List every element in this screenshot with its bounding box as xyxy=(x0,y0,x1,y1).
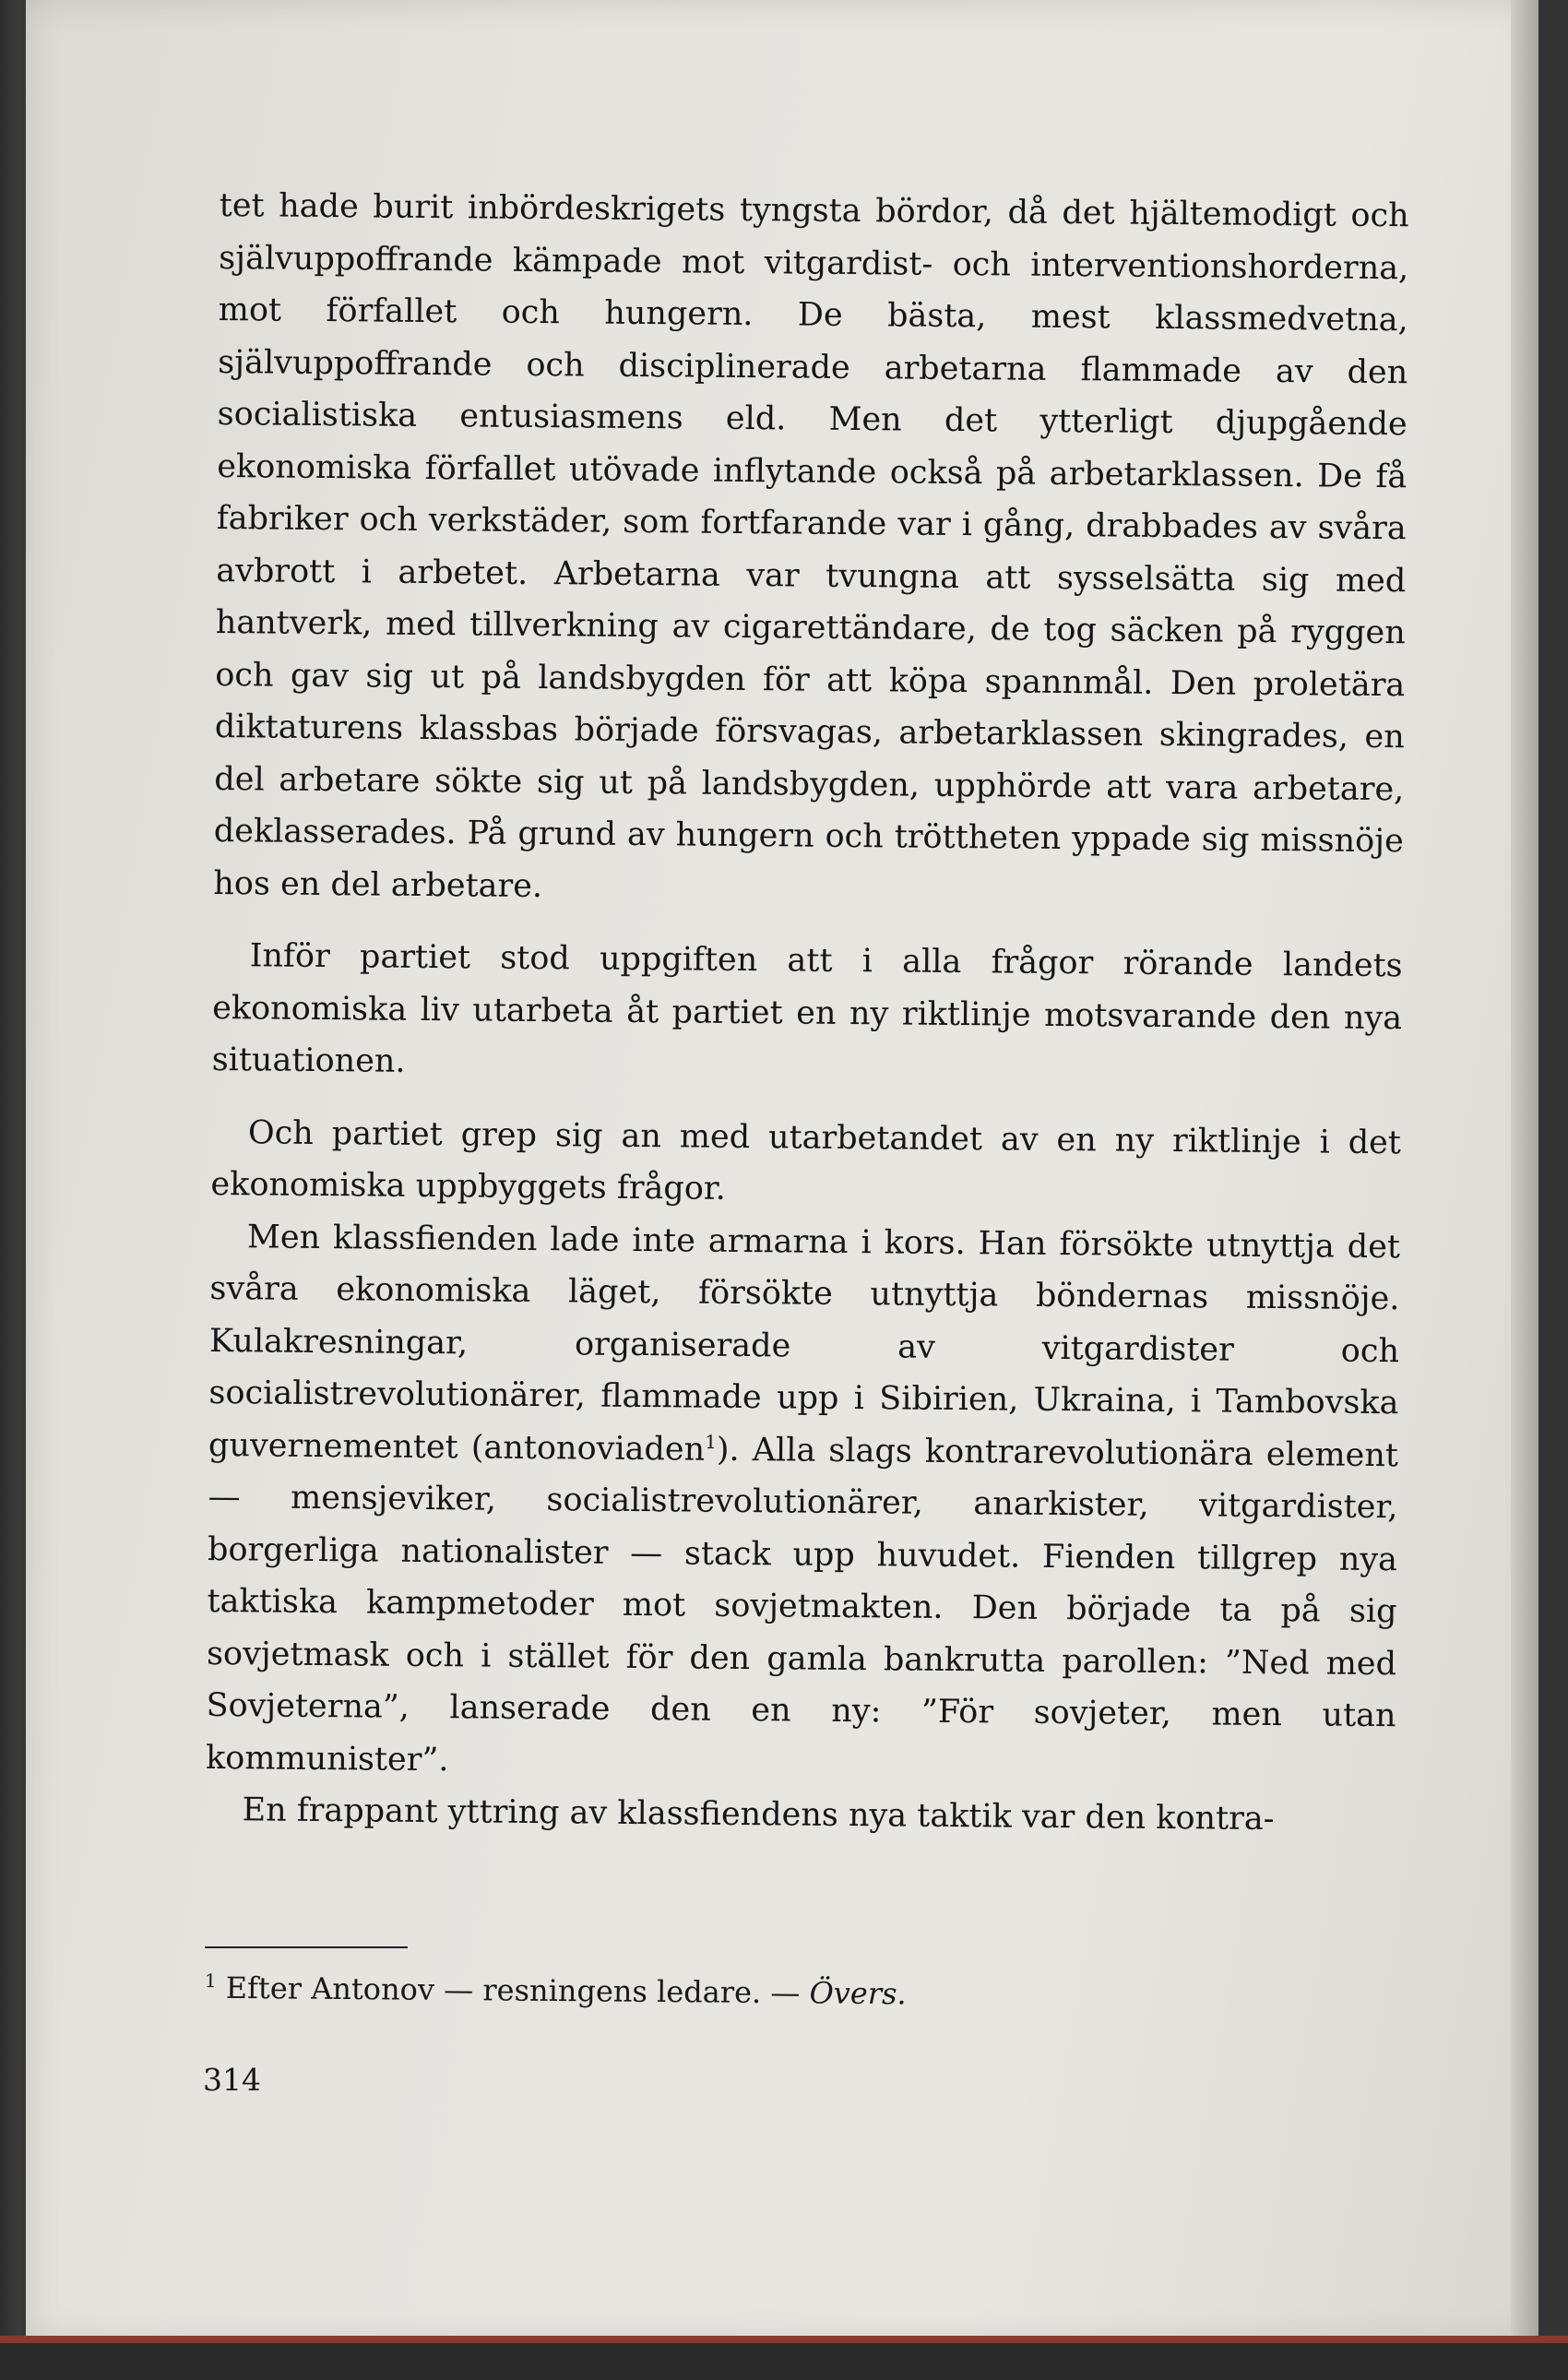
scanner-background xyxy=(0,2343,1568,2380)
footnote-divider xyxy=(205,1946,408,1948)
footnote-reference: 1 xyxy=(705,1430,718,1453)
page-number: 314 xyxy=(203,2062,261,2098)
paragraph-4 xyxy=(206,1210,1400,1794)
paragraph-2: Inför partiet stod uppgiften att i alla frågor rörande landets ekonomiska liv utarbeta åt partiet en ny riktlinje motsvarande den nya situationen. xyxy=(211,937,1403,1080)
footnote-signature: Övers. xyxy=(809,1975,907,2012)
footnote-text: Efter Antonov — resningens ledare. — xyxy=(225,1969,801,2011)
paragraph-1: tet hade burit inbördeskrigets tyngsta bördor, då det hjältemodigt och självuppoffrande kämpade mot vitgardist- och interventionshorderna, mot förfallet och hungern. De bästa, mest klassmedvetna, självuppoffrande och disciplinerade arbetarna flammade av den socialistiska entusiasmens eld. Men det ytterligt djupgående ekonomiska förfallet utövade inflytande också på arbetarklassen. De få fabriker och verkstäder, som fortfarande var i gång, drabbades av svåra avbrott i arbetet. Arbetarna var tvungna att sysselsätta sig med hantverk, med tillverkning av cigarettändare, de tog säcken på ryggen och gav sig ut på landsbygden för att köpa spannmål. Den proletära diktaturens klassbas började försvagas, arbetarklassen skingrades, en del arbetare sökte sig ut på landsbygden, upphörde att vara arbetare, deklasserades. På grund av hungern och tröttheten yppade sig missnöje hos en del arbetare. xyxy=(213,186,1409,905)
paragraph-5: En frappant yttring av klassfiendens nya taktik var den kontra- xyxy=(242,1791,1275,1839)
body-text xyxy=(205,180,1409,1847)
paragraph-3: Och partiet grep sig an med utarbetandet av en ny riktlinje i det ekonomiska uppbyggets frågor. xyxy=(210,1113,1402,1208)
footnote-marker: 1 xyxy=(204,1969,217,1993)
book-cover-edge xyxy=(0,2336,1568,2343)
paragraph-4-end: ). Alla slags kontrarevolutionära element — mensjeviker, socialistrevolutionärer, anarkister, vitgardister, borgerliga nationalister — stack upp huvudet. Fienden tillgrep nya taktiska kampmetoder mot sovjetmakten. Den började ta på sig sovjetmask och i stället för den gamla bankrutta parollen: ”Ned med Sovjeterna”, lanserade den en ny: ”För sovjeter, men utan kommunister”. xyxy=(205,1431,1399,1779)
page-edge xyxy=(1511,0,1538,2343)
paragraph-4-start: Men klassfienden lade inte armarna i kors. Han försökte utnyttja det svåra ekonomiska läget, försökte utnyttja böndernas missnöje. Kulakresningar, organiserade av vitgardister och socialistrevolutionärer, flammade upp i Sibirien, Ukraina, i Tambovska guvernementet (antonoviaden xyxy=(208,1218,1401,1469)
